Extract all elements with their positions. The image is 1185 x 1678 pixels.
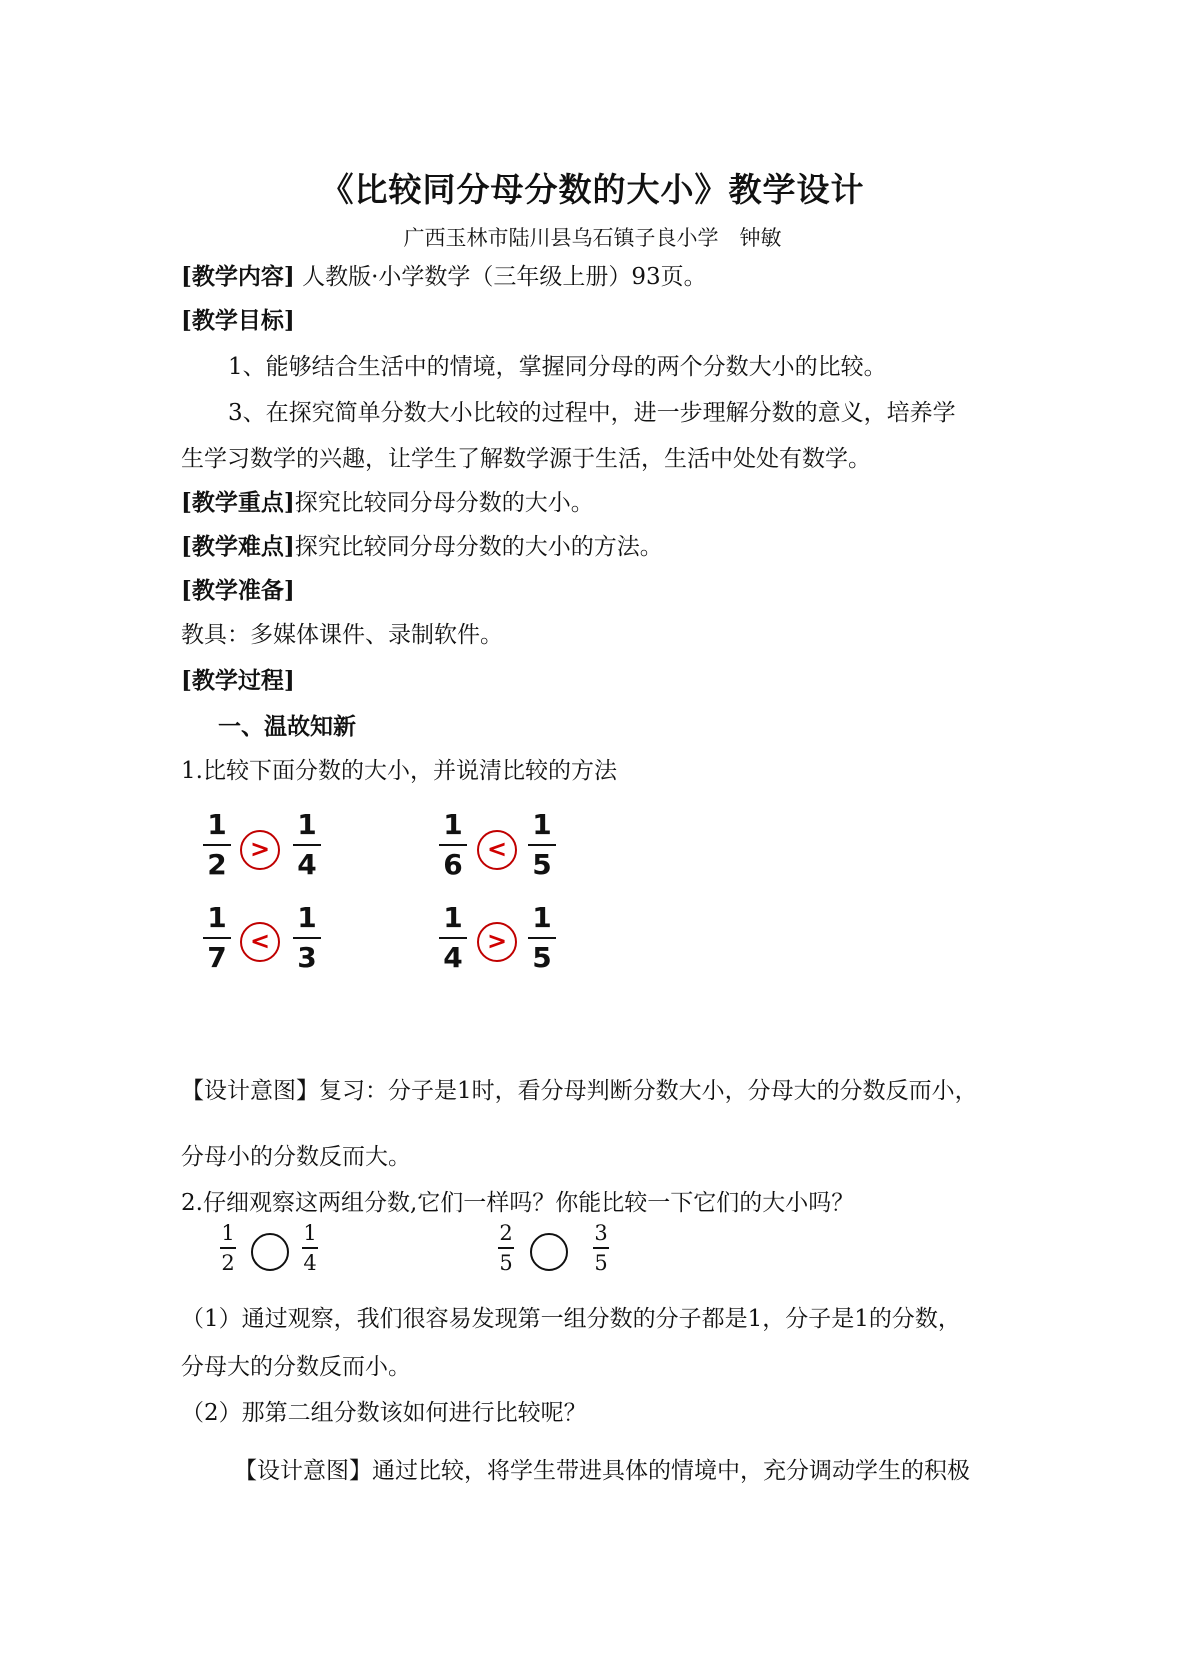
design-intent-2-text: 通过比较，将学生带进具体的情境中，充分调动学生的积极 [372, 1458, 970, 1484]
goal-item-3-line1: 3、在探究简单分数大小比较的过程中，进一步理解分数的意义，培养学 [228, 400, 956, 426]
goal-item-3-line2: 生学习数学的兴趣，让学生了解数学源于生活，生活中处处有数学。 [181, 446, 871, 472]
fraction: 1 5 [525, 810, 559, 880]
design-intent-1-label: 【设计意图】 [181, 1078, 319, 1104]
goal-item-1: 1、能够结合生活中的情境，掌握同分母的两个分数大小的比较。 [228, 354, 887, 380]
content-label: [教学内容] [181, 263, 295, 290]
observation-1-line2: 分母大的分数反而小。 [181, 1354, 411, 1380]
fraction: 1 6 [436, 810, 470, 880]
fraction: 1 4 [303, 1221, 317, 1275]
author-line: 广西玉林市陆川县乌石镇子良小学 钟敏 [403, 226, 782, 250]
observation-1-line1: （1）通过观察，我们很容易发现第一组分数的分子都是1，分子是1的分数， [181, 1306, 961, 1332]
key-point-line [181, 484, 594, 517]
fraction: 1 4 [290, 810, 324, 880]
question-1-text: 1.比较下面分数的大小，并说清比较的方法 [181, 758, 617, 784]
fraction: 1 4 [436, 903, 470, 973]
difficulty-text: 探究比较同分母分数的大小的方法。 [294, 534, 663, 560]
difficulty-label: [教学难点] [181, 533, 295, 560]
fraction: 1 2 [221, 1221, 235, 1275]
difficulty-line [181, 528, 663, 561]
fraction: 3 5 [594, 1221, 608, 1275]
process-label: [教学过程] [181, 667, 295, 694]
fraction: 2 5 [499, 1221, 513, 1275]
preparation-text: 教具：多媒体课件、录制软件。 [181, 622, 503, 648]
blank-comparison-circle [251, 1233, 289, 1271]
content-line [181, 258, 707, 291]
preparation-label: [教学准备] [181, 577, 295, 604]
design-intent-2-label: 【设计意图】 [234, 1458, 372, 1484]
design-intent-1-line2: 分母小的分数反而大。 [181, 1144, 411, 1170]
fraction: 1 2 [200, 810, 234, 880]
section-1-heading: 一、温故知新 [218, 713, 356, 740]
goals-label: [教学目标] [181, 307, 295, 334]
content-text: 人教版·小学数学（三年级上册）93页。 [302, 264, 707, 290]
fraction: 1 3 [290, 903, 324, 973]
fraction: 1 7 [200, 903, 234, 973]
question-2-text: 2.仔细观察这两组分数,它们一样吗？你能比较一下它们的大小吗？ [181, 1190, 855, 1216]
design-intent-2 [234, 1452, 970, 1485]
comparison-sign: > [240, 830, 280, 870]
blank-comparison-circle [530, 1233, 568, 1271]
comparison-sign: < [240, 922, 280, 962]
design-intent-1-text: 复习：分子是1时，看分母判断分数大小，分母大的分数反而小， [319, 1078, 978, 1104]
design-intent-1-line1 [181, 1072, 978, 1105]
comparison-sign: > [477, 922, 517, 962]
document-title: 《比较同分母分数的大小》教学设计 [320, 170, 865, 209]
comparison-sign: < [477, 830, 517, 870]
fraction: 1 5 [525, 903, 559, 973]
key-point-label: [教学重点] [181, 489, 295, 516]
observation-2: （2）那第二组分数该如何进行比较呢？ [181, 1400, 587, 1426]
key-point-text: 探究比较同分母分数的大小。 [294, 490, 594, 516]
